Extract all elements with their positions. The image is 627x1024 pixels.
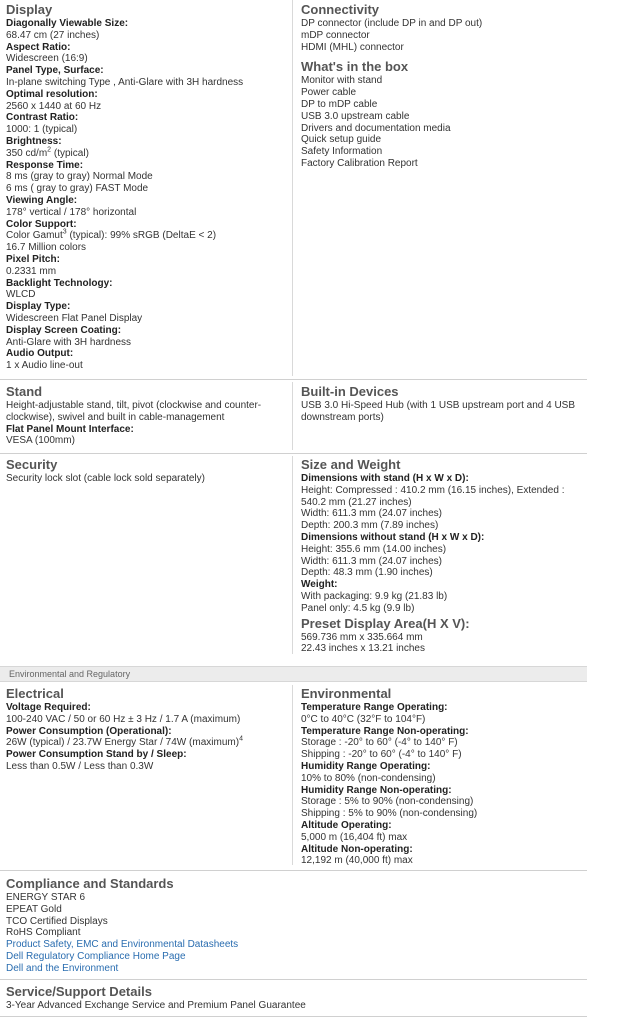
- spec-label: Display Type:: [6, 301, 71, 313]
- compliance-heading: Compliance and Standards: [6, 876, 174, 891]
- stand-lines: [6, 400, 288, 424]
- spec-value: Width: 611.3 mm (24.07 inches): [301, 508, 442, 520]
- builtin-section: [301, 385, 587, 424]
- compliance-link[interactable]: Dell Regulatory Compliance Home Page: [6, 950, 186, 962]
- spec-value: Width: 611.3 mm (24.07 inches): [301, 555, 442, 567]
- compliance-link[interactable]: Product Safety, EMC and Environmental Datasheets: [6, 939, 239, 951]
- text-line: EPEAT Gold: [6, 903, 62, 915]
- spec-label: Contrast Ratio:: [6, 112, 79, 124]
- spec-value: Shipping : 5% to 90% (non-condensing): [301, 808, 478, 820]
- spec-value: WLCD: [6, 289, 36, 301]
- spec-label: Viewing Angle:: [6, 194, 78, 206]
- text-line: 3-Year Advanced Exchange Service and Premium Panel Guarantee: [6, 1000, 306, 1011]
- spec-label: Dimensions without stand (H x W x D):: [301, 531, 485, 543]
- text-line: RoHS Compliant: [6, 927, 81, 939]
- text-line: 22.43 inches x 13.21 inches: [301, 643, 425, 655]
- stand-heading: Stand: [6, 384, 43, 399]
- spec-value: 100-240 VAC / 50 or 60 Hz ± 3 Hz / 1.7 A (maximum): [6, 713, 241, 725]
- text-line: Height-adjustable stand, tilt, pivot (clockwise and counter-: [6, 400, 262, 411]
- text-line: 569.736 mm x 335.664 mm: [301, 631, 423, 643]
- text-line: Safety Information: [301, 146, 383, 158]
- size-weight-heading: Size and Weight: [301, 457, 401, 472]
- spec-label: Power Consumption Stand by / Sleep:: [6, 749, 187, 761]
- spec-value: 6 ms ( gray to gray) FAST Mode: [6, 183, 149, 195]
- section-divider-3: [0, 870, 587, 871]
- spec-value: Storage : 5% to 90% (non-condensing): [301, 796, 474, 808]
- builtin-lines: [301, 400, 587, 424]
- section-divider-4: [0, 979, 587, 980]
- preset-area-heading: Preset Display Area(H X V):: [301, 615, 470, 631]
- text-line: Security lock slot (cable lock sold separately): [6, 473, 205, 484]
- environmental-list: [301, 702, 587, 867]
- spec-value: Less than 0.5W / Less than 0.3W: [6, 760, 154, 772]
- spec-label: Audio Output:: [6, 348, 74, 360]
- column-divider-stand: [292, 382, 293, 450]
- spec-label: Optimal resolution:: [6, 88, 98, 100]
- electrical-heading: Electrical: [6, 686, 64, 701]
- compliance-lines: [6, 892, 586, 939]
- text-line: downstream ports): [301, 411, 384, 423]
- display-heading: Display: [6, 2, 53, 17]
- builtin-heading: Built-in Devices: [301, 384, 399, 399]
- spec-value: Depth: 48.3 mm (1.90 inches): [301, 567, 433, 579]
- spec-value: 0°C to 40°C (32°F to 104°F): [301, 713, 426, 725]
- text-line: Power cable: [301, 87, 357, 99]
- section-divider-5: [0, 1016, 587, 1017]
- spec-label: Altitude Operating:: [301, 819, 392, 831]
- spec-label: Display Screen Coating:: [6, 324, 122, 336]
- spec-label: Panel Type, Surface:: [6, 65, 104, 77]
- spec-value: 16.7 Million colors: [6, 242, 87, 254]
- connectivity-section: [301, 3, 587, 170]
- spec-label: Response Time:: [6, 159, 84, 171]
- text-line: HDMI (MHL) connector: [301, 41, 404, 53]
- spec-value: Panel only: 4.5 kg (9.9 lb): [301, 602, 415, 614]
- service-section: [6, 985, 586, 1012]
- text-line: ENERGY STAR 6: [6, 892, 86, 903]
- spec-label: Temperature Range Non-operating:: [301, 725, 469, 737]
- spec-label: Humidity Range Operating:: [301, 760, 431, 772]
- environmental-heading: Environmental: [301, 686, 392, 701]
- spec-label: Dimensions with stand (H x W x D):: [301, 473, 469, 484]
- text-line: USB 3.0 Hi-Speed Hub (with 1 USB upstream port and 4 USB: [301, 400, 576, 411]
- spec-value: Widescreen Flat Panel Display: [6, 312, 143, 324]
- spec-label: Backlight Technology:: [6, 277, 113, 289]
- text-line: TCO Certified Displays: [6, 915, 108, 927]
- spec-value: 68.47 cm (27 inches): [6, 29, 100, 41]
- spec-label: Voltage Required:: [6, 702, 91, 713]
- spec-value: 2560 x 1440 at 60 Hz: [6, 100, 102, 112]
- spec-label: Power Consumption (Operational):: [6, 725, 172, 737]
- text-line: DP connector (include DP in and DP out): [301, 18, 483, 29]
- spec-value: 10% to 80% (non-condensing): [301, 772, 436, 784]
- section-divider-2: [0, 453, 587, 454]
- environmental-regulatory-bar: [0, 666, 587, 682]
- spec-value: 1000: 1 (typical): [6, 124, 78, 136]
- section-divider-1: [0, 379, 587, 380]
- spec-label: Temperature Range Operating:: [301, 702, 448, 713]
- spec-value: 5,000 m (16,404 ft) max: [301, 831, 408, 843]
- spec-value: Depth: 200.3 mm (7.89 inches): [301, 520, 439, 532]
- preset-area-lines: [301, 632, 587, 656]
- spec-value: 12,192 m (40,000 ft) max: [301, 855, 413, 867]
- in-box-heading: What's in the box: [301, 59, 409, 75]
- text-line: Drivers and documentation media: [301, 122, 451, 134]
- compliance-section: [6, 877, 586, 975]
- service-heading: Service/Support Details: [6, 984, 152, 999]
- column-divider-env: [292, 685, 293, 865]
- spec-value: 1 x Audio line-out: [6, 360, 83, 372]
- size-weight-list: [301, 473, 587, 615]
- spec-value: 540.2 mm (21.27 inches): [301, 496, 412, 508]
- spec-value: In-plane switching Type , Anti-Glare with 3H hardness: [6, 76, 244, 88]
- electrical-list: [6, 702, 288, 773]
- in-box-lines: [301, 75, 587, 169]
- spec-label: Altitude Non-operating:: [301, 843, 413, 855]
- text-line: Factory Calibration Report: [301, 157, 418, 169]
- spec-label: Diagonally Viewable Size:: [6, 18, 129, 29]
- spec-label: Pixel Pitch:: [6, 253, 60, 265]
- display-section: [6, 3, 288, 372]
- spec-value: 178° vertical / 178° horizontal: [6, 206, 137, 218]
- spec-value: 26W (typical) / 23.7W Energy Star / 74W (maximum)$^4$: [6, 736, 243, 749]
- text-line: mDP connector: [301, 29, 370, 41]
- connectivity-lines: [301, 18, 587, 53]
- text-line: USB 3.0 upstream cable: [301, 110, 410, 122]
- text-line: DP to mDP cable: [301, 98, 378, 110]
- environmental-section: [301, 687, 587, 867]
- spec-label: Brightness:: [6, 135, 62, 147]
- security-section: [6, 458, 288, 485]
- service-lines: [6, 1000, 586, 1012]
- stand-list: [6, 424, 288, 448]
- column-divider-size: [292, 456, 293, 654]
- connectivity-heading: Connectivity: [301, 2, 380, 17]
- spec-value: VESA (100mm): [6, 435, 75, 447]
- text-line: Quick setup guide: [301, 134, 382, 146]
- spec-label: Weight:: [301, 579, 338, 591]
- spec-value: Storage : -20° to 60° (-4° to 140° F): [301, 737, 458, 749]
- spec-value: 0.2331 mm: [6, 265, 57, 277]
- compliance-link[interactable]: Dell and the Environment: [6, 962, 119, 974]
- size-weight-section: [301, 458, 587, 655]
- column-divider-top: [292, 0, 293, 376]
- spec-label: Aspect Ratio:: [6, 41, 71, 53]
- security-heading: Security: [6, 457, 58, 472]
- spec-value: 8 ms (gray to gray) Normal Mode: [6, 171, 153, 183]
- spec-label: Humidity Range Non-operating:: [301, 784, 452, 796]
- spec-value: Anti-Glare with 3H hardness: [6, 336, 132, 348]
- electrical-section: [6, 687, 288, 773]
- spec-value: Height: 355.6 mm (14.00 inches): [301, 543, 447, 555]
- spec-value: Color Gamut$^3$ (typical): 99% sRGB (DeltaE < 2): [6, 229, 217, 242]
- security-lines: [6, 473, 288, 485]
- text-line: clockwise), swivel and built in cable-management: [6, 411, 225, 423]
- compliance-links: [6, 939, 586, 974]
- environmental-regulatory-label: Environmental and Regulatory: [9, 669, 131, 679]
- spec-value: Widescreen (16:9): [6, 53, 88, 65]
- spec-value: With packaging: 9.9 kg (21.83 lb): [301, 590, 448, 602]
- spec-value: 350 $cd/m^2$ (typical): [6, 146, 89, 159]
- spec-label: Flat Panel Mount Interface:: [6, 423, 134, 435]
- display-list: [6, 18, 288, 372]
- stand-section: [6, 385, 288, 447]
- spec-value: Shipping : -20° to 60° (-4° to 140° F): [301, 749, 462, 761]
- spec-label: Color Support:: [6, 218, 77, 230]
- spec-value: Height: Compressed : 410.2 mm (16.15 inches), Extended :: [301, 484, 565, 496]
- text-line: Monitor with stand: [301, 75, 383, 87]
